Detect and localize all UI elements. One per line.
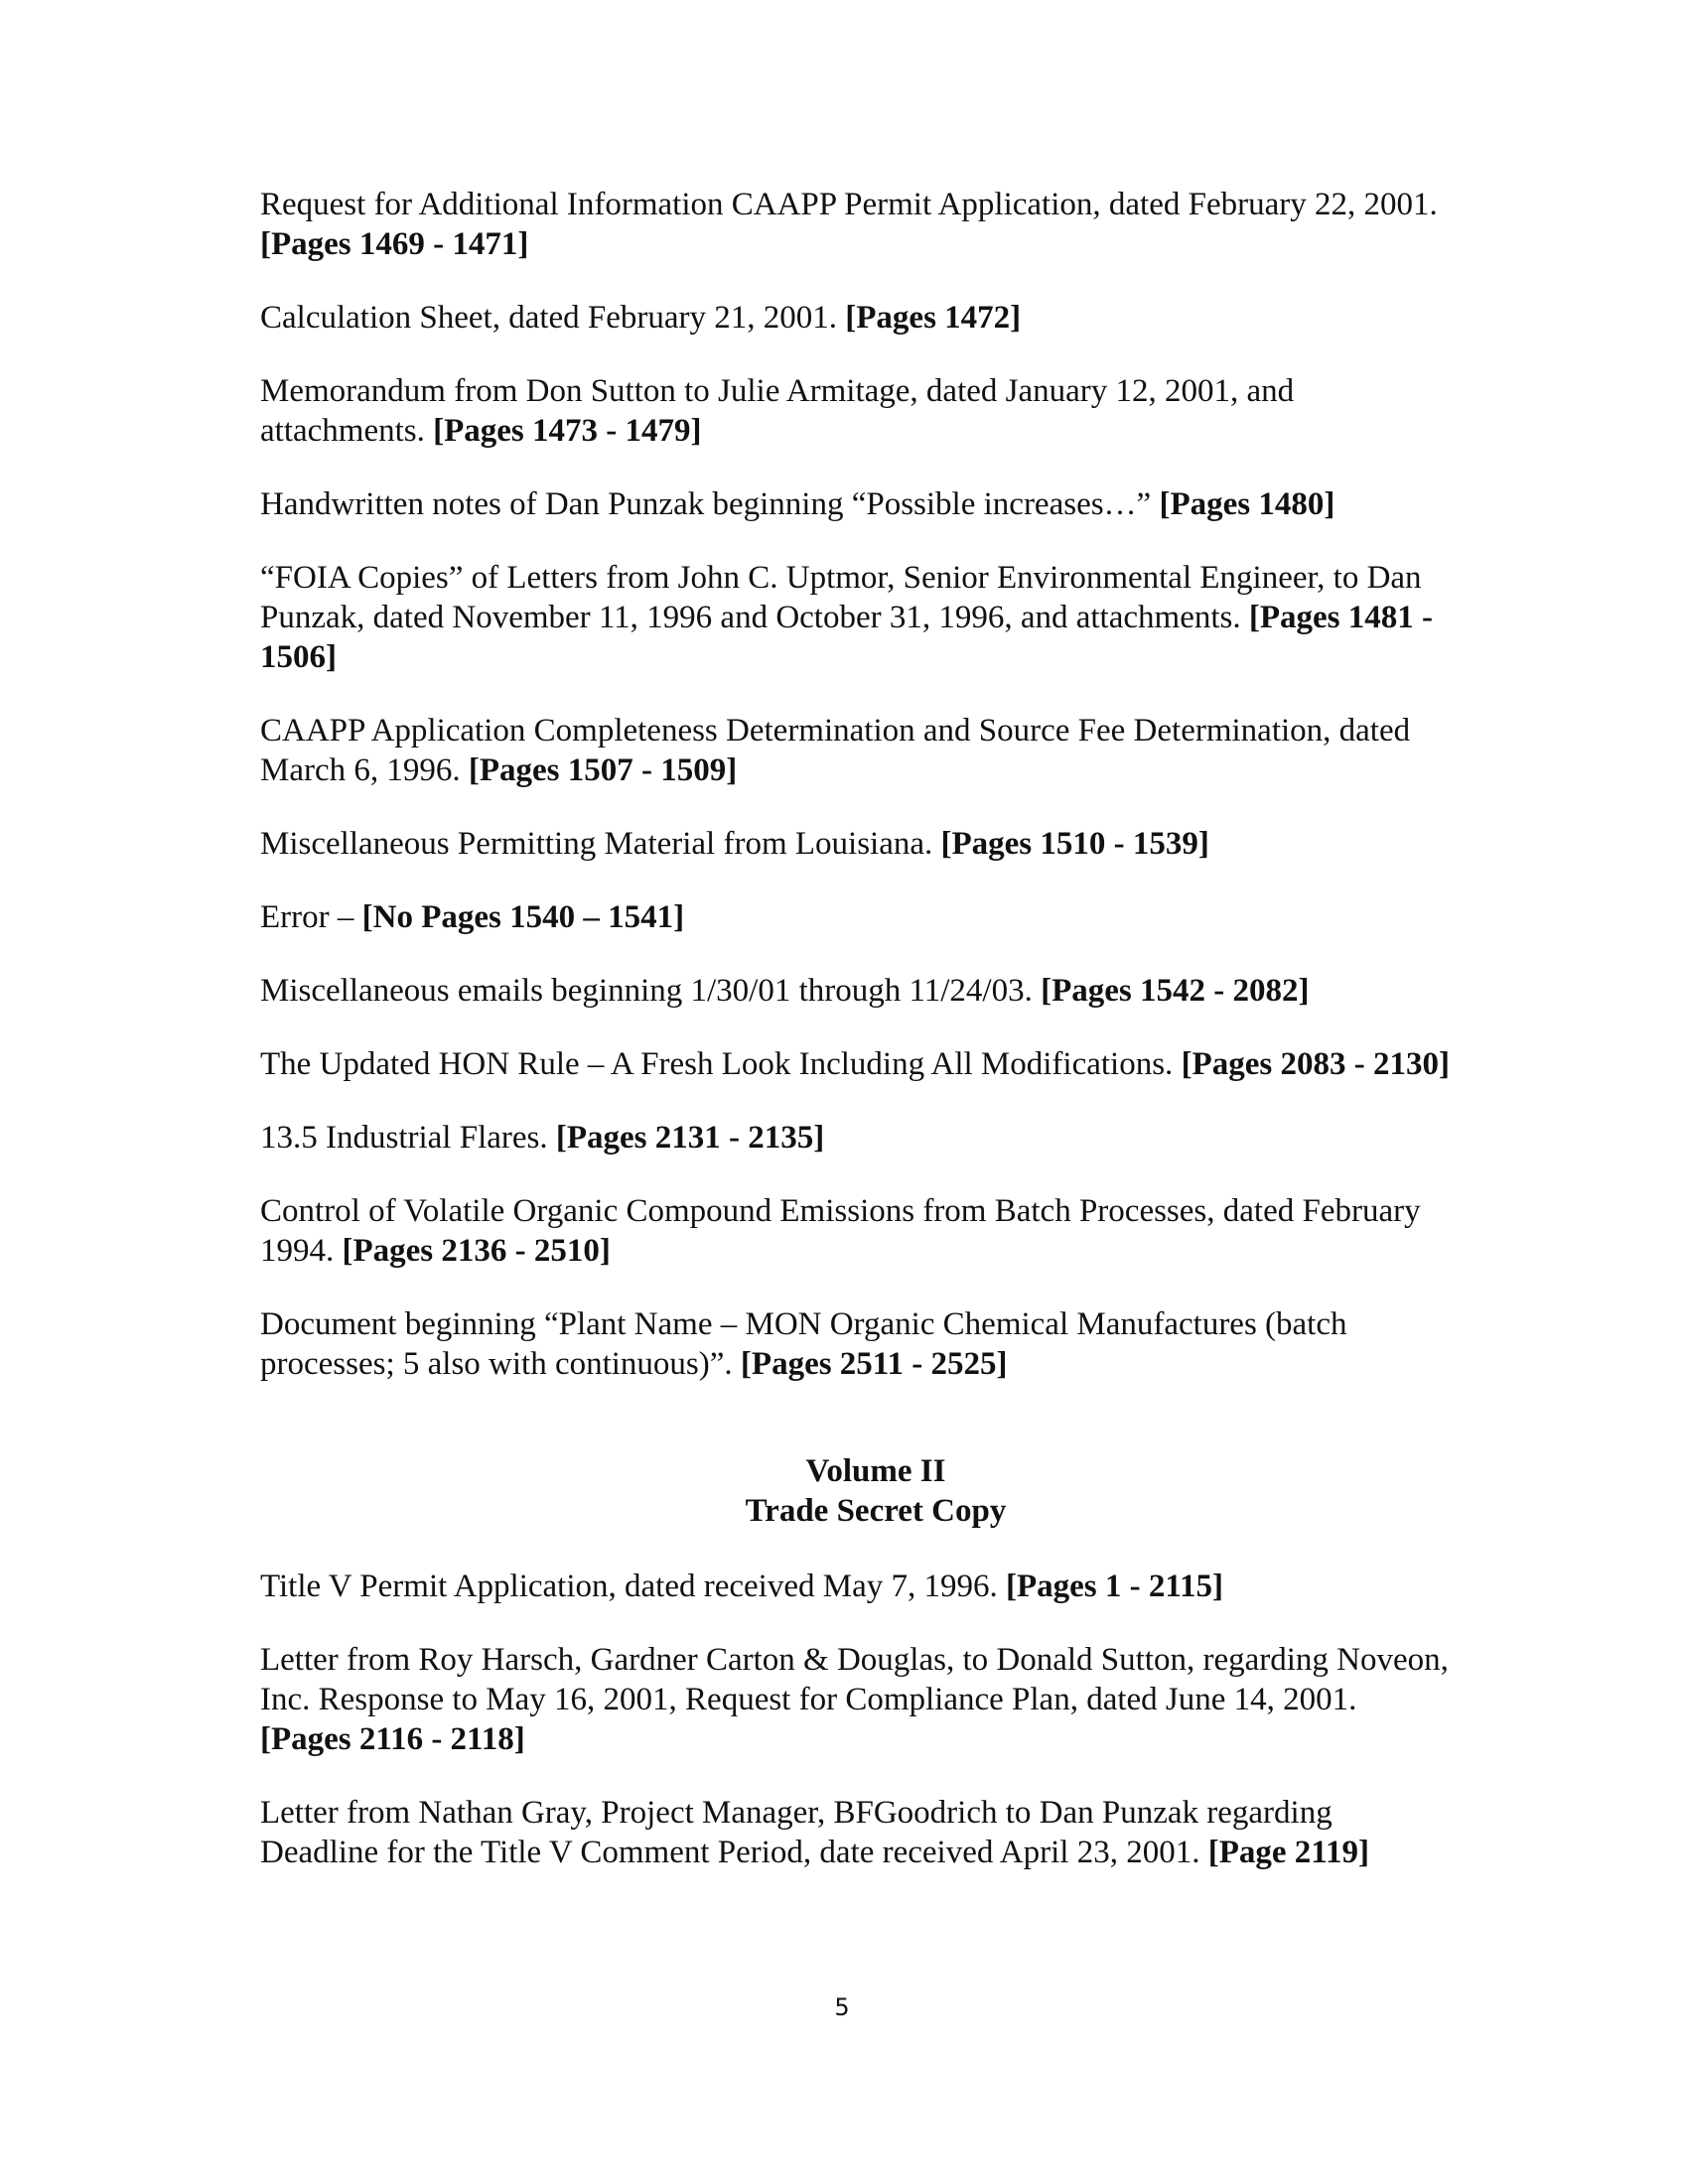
entry-text: Error – (260, 899, 354, 935)
list-item (260, 1793, 1452, 1872)
entry-text: Memorandum from Don Sutton to Julie Armitage, dated January 12, 2001, and attachments. (260, 373, 1295, 449)
list-item (260, 1044, 1452, 1084)
entry-text: Request for Additional Information CAAPP Permit Application, dated February 22, 2001. (260, 187, 1438, 222)
list-item (260, 1640, 1452, 1759)
page-reference: [Pages 1472] (845, 300, 1022, 336)
page-reference: [Pages 2116 - 2118] (260, 1721, 525, 1757)
entry-text: Miscellaneous Permitting Material from Louisiana. (260, 826, 933, 862)
entry-text: Miscellaneous emails beginning 1/30/01 through 11/24/03. (260, 973, 1033, 1009)
section-subtitle: Trade Secret Copy (745, 1493, 1007, 1529)
entry-text: Handwritten notes of Dan Punzak beginning “Possible increases…” (260, 486, 1152, 522)
section-title: Volume II (805, 1453, 946, 1489)
list-item (260, 1567, 1452, 1606)
page-reference: [Pages 1469 - 1471] (260, 226, 529, 262)
list-item (260, 371, 1452, 451)
list-item (260, 824, 1452, 864)
list-item (260, 711, 1452, 790)
list-item (260, 185, 1452, 264)
page-reference: [Page 2119] (1207, 1835, 1369, 1870)
list-item (260, 298, 1452, 338)
page-number: 5 (834, 1993, 850, 2021)
list-item (260, 897, 1452, 937)
entry-text: Control of Volatile Organic Compound Emissions from Batch Processes, dated February 1994. (260, 1193, 1421, 1269)
list-item (260, 558, 1452, 677)
page-reference: [Pages 2131 - 2135] (555, 1120, 825, 1156)
list-item (260, 1191, 1452, 1271)
page-reference: [Pages 1510 - 1539] (940, 826, 1209, 862)
list-item (260, 1118, 1452, 1158)
entry-text: Title V Permit Application, dated received May 7, 1996. (260, 1569, 998, 1604)
entry-text: “FOIA Copies” of Letters from John C. Uptmor, Senior Environmental Engineer, to Dan Punzak, dated November 11, 1996 and October 31, 1996, and attachments. (260, 560, 1422, 635)
entry-text: Letter from Nathan Gray, Project Manager, BFGoodrich to Dan Punzak regarding Deadline for the Title V Comment Period, date received April 23, 2001. (260, 1795, 1333, 1870)
page-reference: [Pages 1 - 2115] (1005, 1569, 1224, 1604)
entry-text: Letter from Roy Harsch, Gardner Carton & Douglas, to Donald Sutton, regarding Noveon, Inc. Response to May 16, 2001, Request for Compliance Plan, dated June 14, 2001. (260, 1642, 1449, 1717)
entry-text: Calculation Sheet, dated February 21, 2001. (260, 300, 838, 336)
entry-text: The Updated HON Rule – A Fresh Look Including All Modifications. (260, 1046, 1174, 1082)
page-reference: [Pages 2136 - 2510] (342, 1233, 611, 1269)
page-reference: [Pages 1480] (1159, 486, 1335, 522)
page-reference: [Pages 1542 - 2082] (1041, 973, 1310, 1009)
list-item (260, 971, 1452, 1011)
list-item (260, 484, 1452, 524)
page-reference: [Pages 1481 - 1506] (260, 600, 1433, 675)
page-reference: [Pages 1507 - 1509] (468, 752, 738, 788)
page-reference: [Pages 2083 - 2130] (1181, 1046, 1450, 1082)
page-reference: [Pages 1473 - 1479] (433, 413, 702, 449)
entry-text: 13.5 Industrial Flares. (260, 1120, 548, 1156)
section-heading (280, 1451, 1472, 1531)
entry-text: CAAPP Application Completeness Determination and Source Fee Determination, dated March 6, 1996. (260, 713, 1411, 788)
content-column (260, 185, 1452, 1906)
list-item (260, 1304, 1452, 1384)
page-reference: [Pages 2511 - 2525] (740, 1346, 1008, 1382)
entry-text: Document beginning “Plant Name – MON Organic Chemical Manufactures (batch processes; 5 also with continuous)”. (260, 1306, 1347, 1382)
page-reference: [No Pages 1540 – 1541] (361, 899, 685, 935)
